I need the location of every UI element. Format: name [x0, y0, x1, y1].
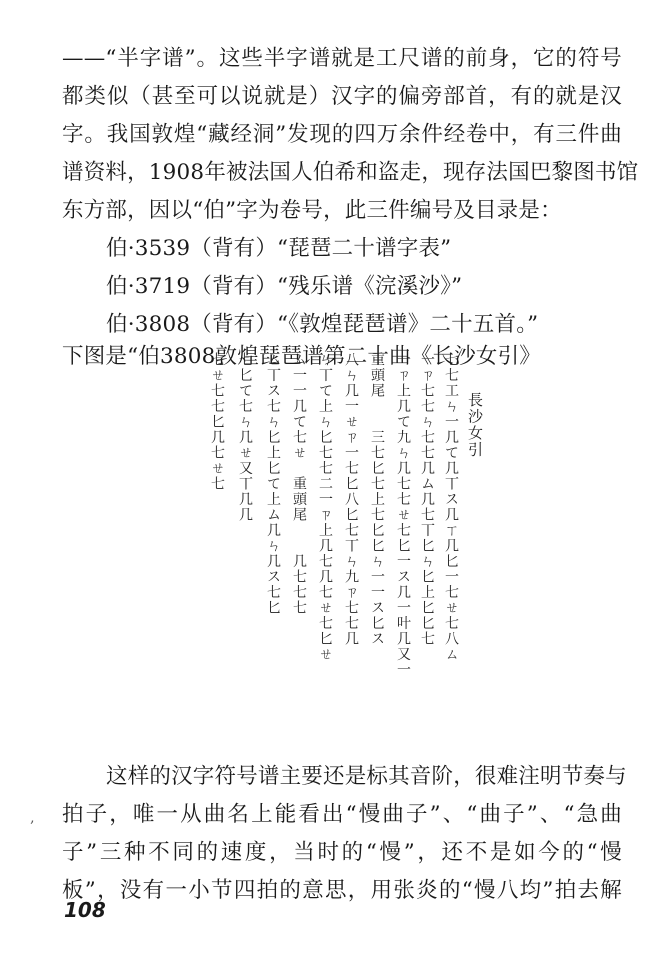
paragraph2-line-4: 板”，没有一小节四拍的意思，用张炎的“慢八均”拍去解: [62, 878, 622, 903]
manuscript-column: ㄣ丅て上ㄣ匕七七二一ㄗ上几七几七ㄝ七匕ㄝ: [317, 352, 333, 662]
manuscript-column: 七七工ㄣ一几て几丅ス几ㄒ几匕一七ㄝ七八ㄙ: [443, 352, 459, 662]
manuscript-column: 一ㄗ七七ㄣ七七几ム几七丅匕ㄣ匕上匕匕七: [419, 352, 435, 647]
paragraph1-line-4: 谱资料，1908年被法国人伯希和盗走，现存法国巴黎图书馆: [62, 160, 639, 185]
paragraph2-line-2: 拍子，唯一从曲名上能看出“慢曲子”、“曲子”、“急曲: [62, 802, 622, 827]
manuscript-column: ム丅ス七ㄣ匕上匕て上ム几ㄣ几ス七匕: [265, 352, 281, 616]
manuscript-column: 一ㄗ上几て九ㄣ几七七ㄝ七匕一ス几一叶几又一: [395, 352, 411, 678]
figure-caption: 下图是“伯3808敦煌琵琶谱第二十曲《长沙女引》: [62, 344, 542, 369]
margin-mark: ‚: [30, 810, 35, 826]
manuscript-column: ム一一几て七ㄝ 重頭尾 几七七七: [291, 352, 307, 616]
paragraph1-line-1: ——“半字谱”。这些半字谱就是工尺谱的前身，它的符号: [62, 46, 622, 71]
manuscript-title: 長沙女引: [466, 392, 484, 458]
paragraph2-line-3: 子”三种不同的速度，当时的“慢”，还不是如今的“慢: [62, 840, 622, 865]
catalog-item: 伯·3539（背有）“琵琶二十谱字表”: [106, 236, 452, 261]
paragraph1-line-5: 东方部，因以“伯”字为卷号，此三件编号及目录是：: [62, 198, 562, 223]
manuscript-column: 七ㄝ七七匕几七ㄝ七: [209, 352, 225, 492]
page-number: 108: [64, 898, 106, 922]
paragraph2-line-1: 这样的汉字符号谱主要还是标其音阶，很难注明节奏与: [106, 764, 627, 789]
catalog-item: 伯·3719（背有）“残乐谱《浣溪沙》”: [106, 274, 463, 299]
manuscript-score-image: [196, 352, 488, 736]
catalog-item: 伯·3808（背有）“《敦煌琵琶谱》二十五首。”: [106, 312, 539, 337]
paragraph1-line-3: 字。我国敦煌“藏经洞”发现的四万余件经卷中，有三件曲: [62, 122, 622, 147]
manuscript-column: 八ㄣ几一ㄝㄗ一七匕八匕七丅ㄣ九ㄗ七七几: [343, 352, 359, 647]
paragraph1-line-2: 都类似（甚至可以说就是）汉字的偏旁部首，有的就是汉: [62, 84, 622, 109]
manuscript-column: 重頭尾 三七匕七上七匕匕ㄣ一一ス匕ス: [369, 352, 385, 647]
manuscript-column: 七匕て七ㄣ几ㄝ又丅几几: [237, 352, 253, 523]
